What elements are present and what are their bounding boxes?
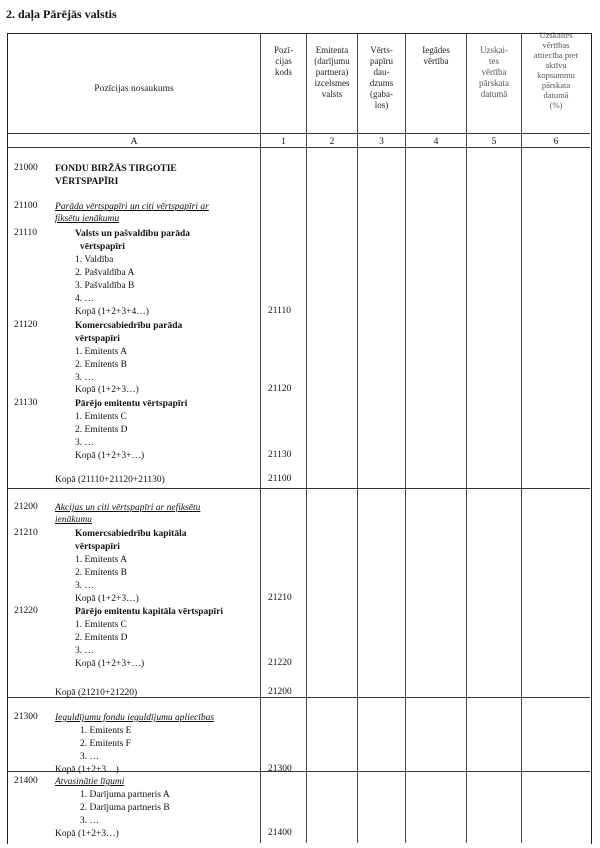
row-label: Atvasinātie līgumi bbox=[55, 777, 125, 787]
row-code: 21120 bbox=[14, 320, 38, 330]
header-line: los) bbox=[374, 100, 389, 110]
header-line: tes bbox=[489, 56, 499, 66]
header-line: cijas bbox=[275, 56, 292, 66]
row-label: ienākumu bbox=[55, 515, 92, 525]
position-code: 21400 bbox=[268, 828, 292, 838]
header-line: attiecība pret bbox=[533, 50, 579, 60]
header-line: Iegādes bbox=[422, 45, 450, 55]
row-label: Kopā (1+2+3+…) bbox=[75, 451, 145, 461]
colnum: 4 bbox=[433, 137, 439, 147]
colnum: 6 bbox=[553, 137, 559, 147]
row-label: Pārējo emitentu kapitāla vērtspapīri bbox=[75, 607, 224, 617]
position-code: 21210 bbox=[268, 593, 292, 603]
row-label: 1. Emitents A bbox=[75, 555, 127, 565]
row-label: Kopā (1+2+3…) bbox=[55, 829, 119, 839]
section-title: 2. daļa Pārējās valstis bbox=[6, 7, 117, 21]
row-label: 2. Emitents B bbox=[75, 568, 127, 578]
row-label: Kopā (1+2+3…) bbox=[55, 765, 119, 775]
header-line: Uzskai- bbox=[480, 45, 508, 55]
row-label: 3. … bbox=[75, 373, 94, 383]
row-code: 21210 bbox=[14, 528, 38, 538]
row-label: Kopā (1+2+3…) bbox=[75, 594, 139, 604]
header-line: vērtības bbox=[542, 40, 570, 50]
row-label: FONDU BIRŽĀS TIRGOTIE bbox=[55, 164, 177, 174]
row-label: 4. … bbox=[75, 294, 94, 304]
position-code: 21110 bbox=[268, 306, 292, 316]
header-line: kopsummu bbox=[537, 70, 575, 80]
row-code: 21000 bbox=[14, 163, 38, 173]
col-divider bbox=[306, 33, 307, 843]
row-code: 21300 bbox=[14, 712, 38, 722]
position-code: 21100 bbox=[268, 474, 292, 484]
header-line: partnera) bbox=[315, 67, 349, 77]
header-line: Emitenta bbox=[315, 45, 349, 55]
header-issuer-country bbox=[307, 45, 357, 100]
row-label: Ieguldījumu fondu ieguldījumu apliecības bbox=[55, 713, 215, 723]
header-name: Pozīcijas nosaukums bbox=[94, 84, 174, 94]
position-code: 21300 bbox=[268, 764, 292, 774]
row-label: 2. Emitents F bbox=[80, 739, 131, 749]
col-divider bbox=[357, 33, 358, 843]
row-label: Komercsabiedrību parāda bbox=[75, 321, 183, 331]
row-label: Kopā (1+2+3…) bbox=[75, 385, 139, 395]
header-securities-qty bbox=[358, 45, 405, 111]
header-line: Vērts- bbox=[370, 45, 393, 55]
colnum: 5 bbox=[491, 137, 497, 147]
col-divider bbox=[521, 33, 522, 843]
row-label: 2. Emitents D bbox=[75, 633, 128, 643]
row-label: 1. Valdība bbox=[75, 255, 114, 265]
row-label: Valsts un pašvaldību parāda bbox=[75, 229, 191, 239]
header-line: valsts bbox=[321, 89, 343, 99]
row-label: 2. Emitents D bbox=[75, 425, 128, 435]
col-divider bbox=[466, 33, 467, 843]
header-line: vērtība bbox=[423, 56, 449, 66]
colnum: A bbox=[130, 137, 138, 147]
row-label: Komercsabiedrību kapitāla bbox=[75, 529, 187, 539]
position-code: 21220 bbox=[268, 658, 292, 668]
row-label: 1. Emitents C bbox=[75, 620, 127, 630]
row-label: 2. Pašvaldība A bbox=[75, 268, 135, 278]
row-label: Kopā (21110+21120+21130) bbox=[55, 475, 165, 485]
row-label: Kopā (21210+21220) bbox=[55, 688, 138, 698]
row-label: 1. Emitents A bbox=[75, 347, 127, 357]
header-line: dau- bbox=[373, 67, 390, 77]
row-code: 21220 bbox=[14, 606, 38, 616]
row-label: 1. Darījuma partneris A bbox=[80, 790, 170, 800]
row-label: 2. Darījuma partneris B bbox=[80, 803, 170, 813]
position-code: 21120 bbox=[268, 384, 292, 394]
row-label: vērtspapīri bbox=[75, 334, 120, 344]
row-code: 21400 bbox=[14, 776, 38, 786]
row-label: 1. Emitents C bbox=[75, 412, 127, 422]
row-label: Kopā (1+2+3+4…) bbox=[75, 307, 149, 317]
row-label: 3. … bbox=[75, 438, 94, 448]
row-label: Pārējo emitentu vērtspapīri bbox=[75, 399, 188, 409]
header-line: dzums bbox=[369, 78, 394, 88]
row-code: 21200 bbox=[14, 502, 38, 512]
header-line: datumā bbox=[543, 90, 569, 100]
row-label: vērtspapīri bbox=[80, 242, 125, 252]
row-code: 21110 bbox=[14, 228, 38, 238]
row-label: 3. … bbox=[80, 816, 99, 826]
row-label: Akcijas un citi vērtspapīri ar nefiksētu bbox=[55, 503, 201, 513]
header-ratio bbox=[522, 30, 590, 110]
header-line: kods bbox=[274, 67, 292, 77]
header-line: Uzskaites bbox=[539, 30, 573, 40]
colnum: 1 bbox=[281, 137, 286, 147]
row-label: VĒRTSPAPĪRI bbox=[55, 177, 119, 187]
colnum: 2 bbox=[329, 137, 335, 147]
header-line: (darījumu bbox=[314, 56, 350, 66]
row-label: 3. … bbox=[75, 646, 94, 656]
row-code: 21100 bbox=[14, 201, 38, 211]
header-line: vērtība bbox=[481, 67, 507, 77]
col-divider bbox=[260, 33, 261, 843]
header-line: pārskata bbox=[479, 78, 509, 88]
row-label: 3. … bbox=[75, 581, 94, 591]
header-line: aktīvu bbox=[545, 60, 567, 70]
row-label: vērtspapīri bbox=[75, 542, 120, 552]
row-code: 21130 bbox=[14, 398, 38, 408]
header-line: Pozī- bbox=[274, 45, 293, 55]
header-line: papīru bbox=[370, 56, 393, 66]
section-divider bbox=[7, 488, 590, 489]
header-divider bbox=[7, 133, 590, 134]
row-label: Parāda vērtspapīri un citi vērtspapīri ar bbox=[55, 202, 209, 212]
colnum: 3 bbox=[379, 137, 384, 147]
header-line: (%) bbox=[549, 100, 563, 110]
position-code: 21200 bbox=[268, 687, 292, 697]
row-label: Kopā (1+2+3+…) bbox=[75, 659, 145, 669]
colnum-divider bbox=[7, 147, 590, 148]
header-line: pārskata bbox=[541, 80, 571, 90]
header-position-code bbox=[261, 45, 306, 78]
header-line: (gaba- bbox=[370, 89, 393, 99]
row-label: 1. Emitents E bbox=[80, 726, 132, 736]
header-line: izcelsmes bbox=[314, 78, 350, 88]
row-label: 3. Pašvaldība B bbox=[75, 281, 135, 291]
header-line: datumā bbox=[480, 89, 508, 99]
row-label: 2. Emitents B bbox=[75, 360, 127, 370]
header-carrying-value bbox=[467, 45, 521, 100]
row-label: 3. … bbox=[80, 752, 99, 762]
row-label: fiksētu ienākumu bbox=[55, 214, 120, 224]
header-acquisition-value bbox=[406, 45, 466, 67]
position-code: 21130 bbox=[268, 450, 292, 460]
col-divider bbox=[405, 33, 406, 843]
